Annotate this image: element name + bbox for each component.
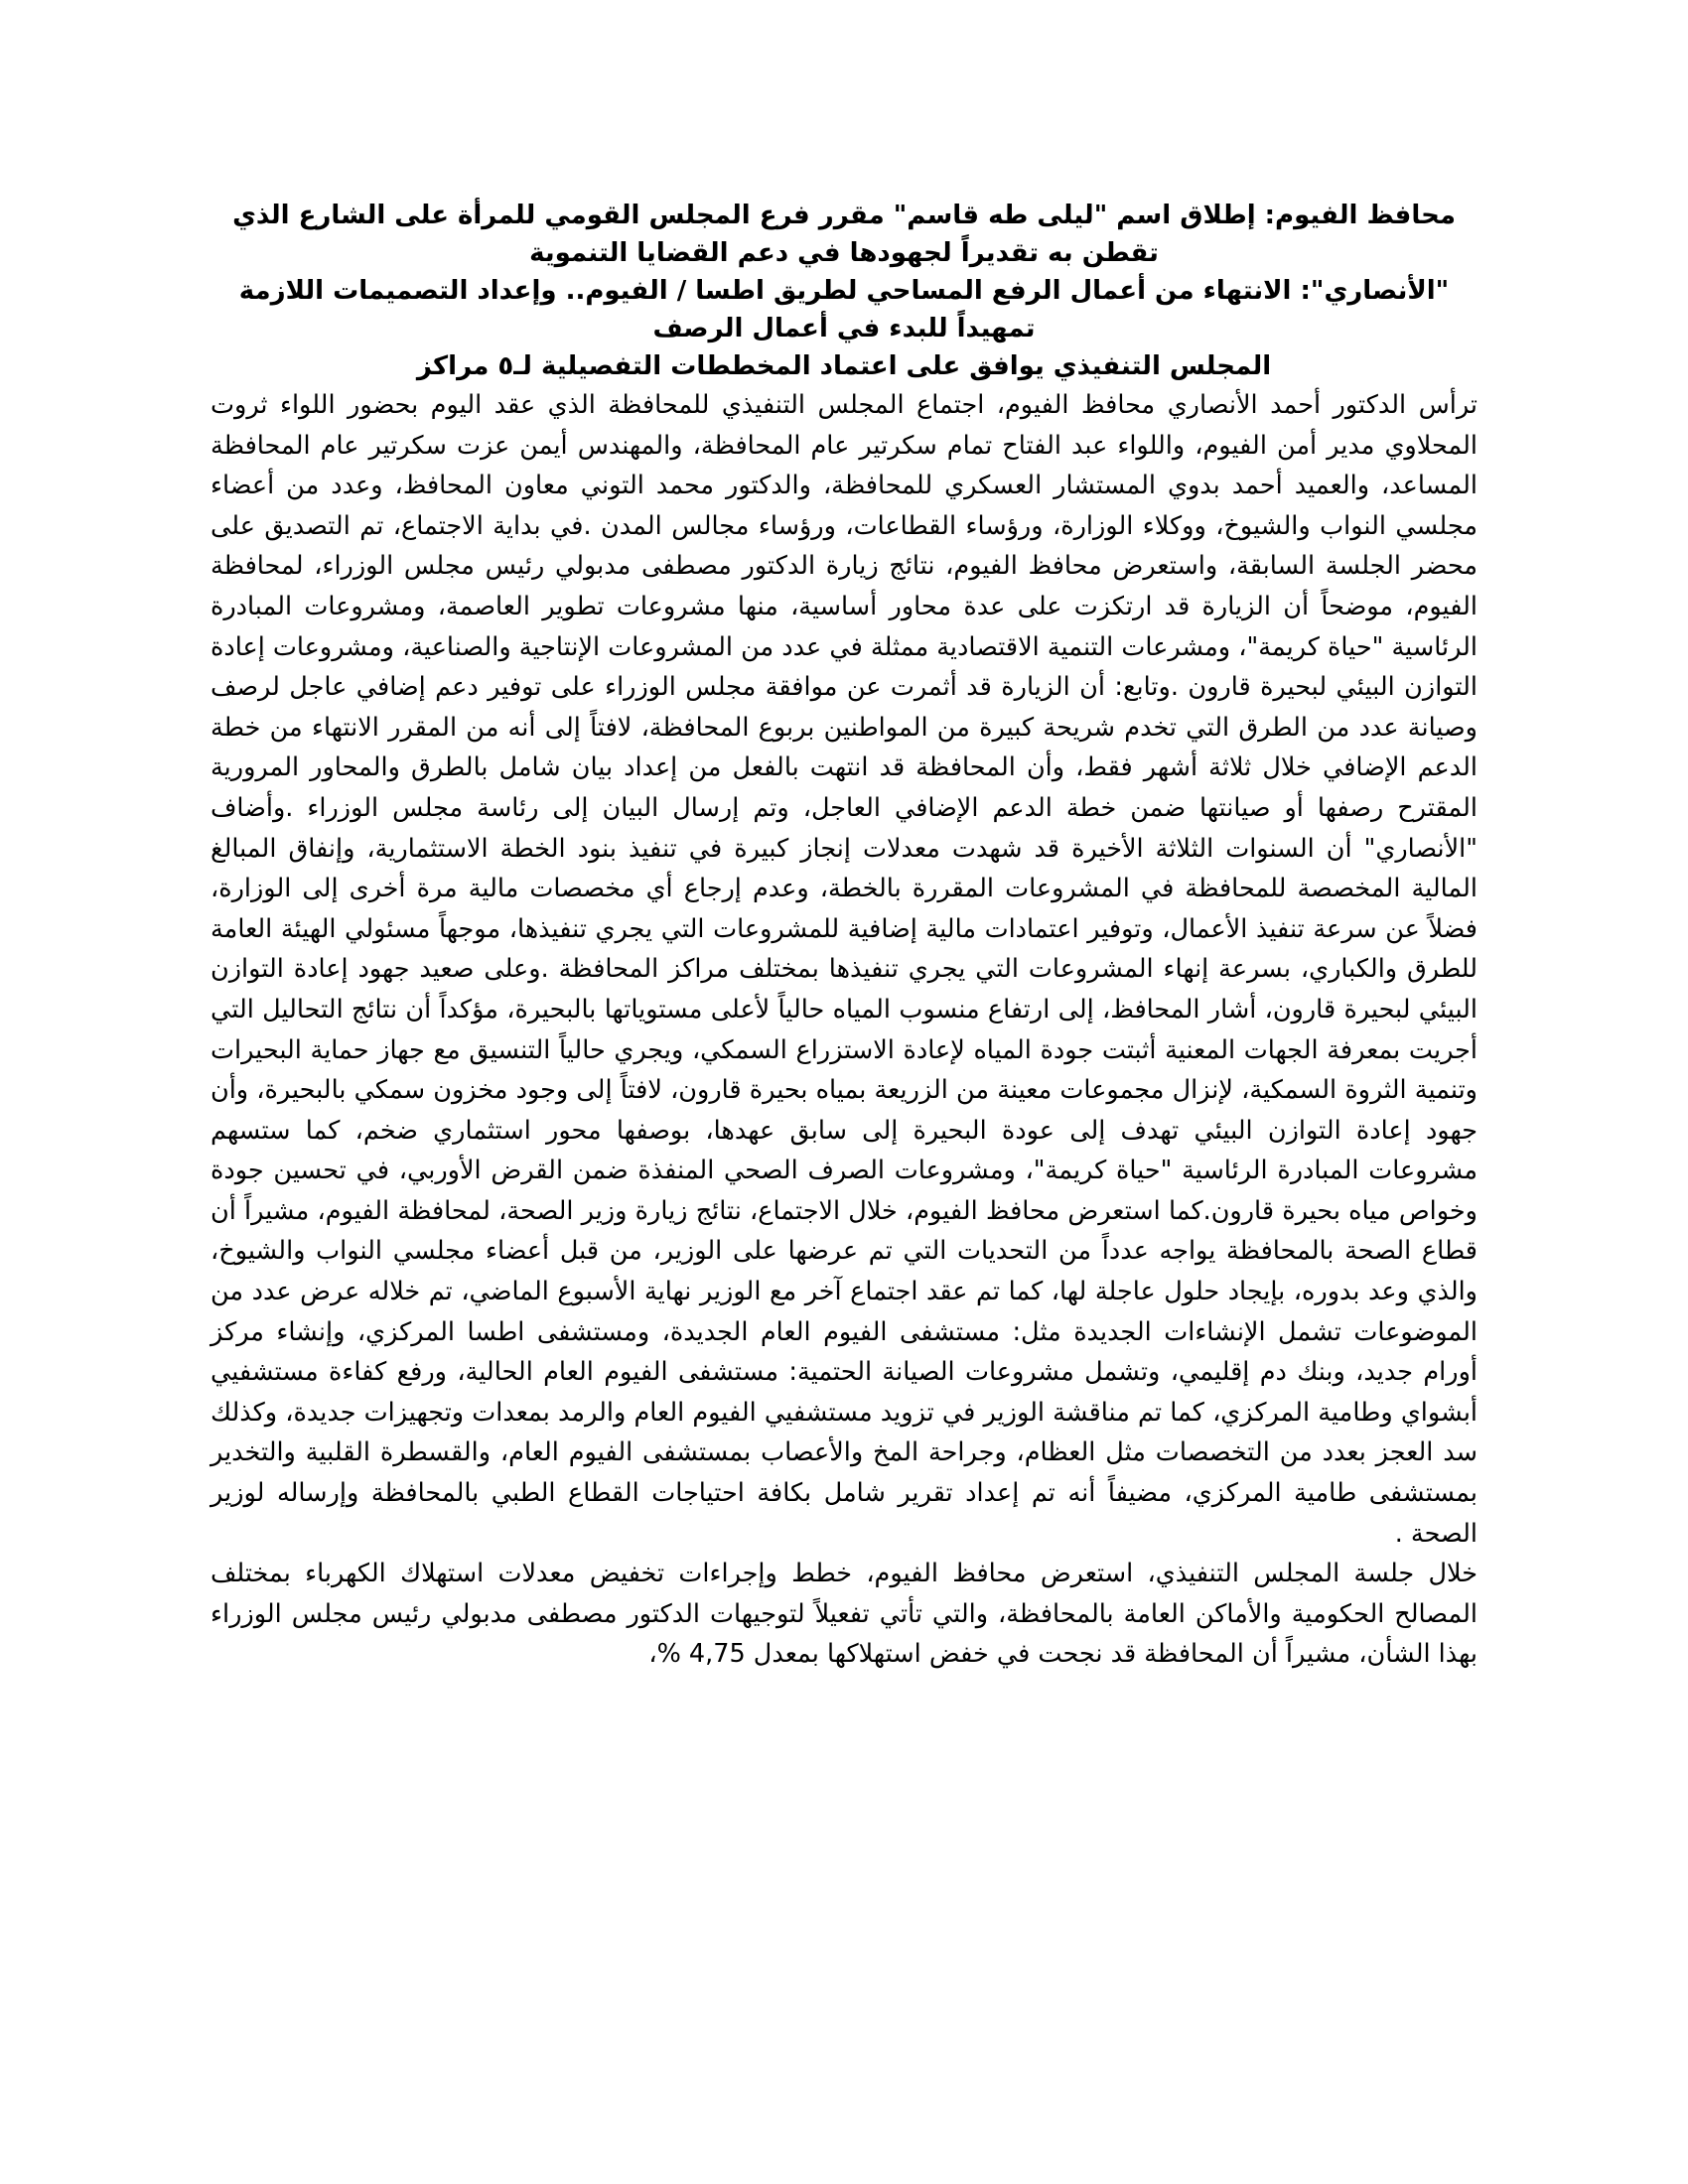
article-paragraph: خلال جلسة المجلس التنفيذي، استعرض محافظ الفيوم، خطط وإجراءات تخفيض معدلات استهلاك الكهرباء بمختلف المصالح الحكومية والأماكن العامة بالمحافظة، والتي تأتي تفعيلاً لتوجيهات الدكتور مصطفى مدبولي رئيس مجلس الوزراء بهذا الشأن، مشيراً أن المحافظة قد نجحت في خفض استهلاكها بمعدل 4,75 %،: [211, 1559, 1477, 1670]
article-body: [211, 385, 1477, 1675]
document-page: [211, 197, 1477, 1675]
headline-tertiary: المجلس التنفيذي يوافق على اعتماد المخططات التفصيلية لـ٥ مراكز: [416, 351, 1272, 381]
headline-secondary: "الأنصاري": الانتهاء من أعمال الرفع المساحي لطريق اطسا / الفيوم.. وإعداد التصميمات اللازمة تمهيداً للبدء في أعمال الرصف: [238, 276, 1450, 343]
headline-primary: محافظ الفيوم: إطلاق اسم "ليلى طه قاسم" مقرر فرع المجلس القومي للمرأة على الشارع الذي تقطن به تقديراً لجهودها في دعم القضايا التنموية: [232, 201, 1456, 268]
article-paragraph: ترأس الدكتور أحمد الأنصاري محافظ الفيوم، اجتماع المجلس التنفيذي للمحافظة الذي عقد اليوم بحضور اللواء ثروت المحلاوي مدير أمن الفيوم، واللواء عبد الفتاح تمام سكرتير عام المحافظة، والمهندس أيمن عزت سكرتير عام المحافظة المساعد، والعميد أحمد بدوي المستشار العسكري للمحافظة، والدكتور محمد التوني معاون المحافظ، وعدد من أعضاء مجلسي النواب والشيوخ، ووكلاء الوزارة، ورؤساء القطاعات، ورؤساء مجالس المدن .في بداية الاجتماع، تم التصديق على محضر الجلسة السابقة، واستعرض محافظ الفيوم، نتائج زيارة الدكتور مصطفى مدبولي رئيس مجلس الوزراء، لمحافظة الفيوم، موضحاً أن الزيارة قد ارتكزت على عدة محاور أساسية، منها مشروعات تطوير العاصمة، ومشروعات المبادرة الرئاسية "حياة كريمة"، ومشرعات التنمية الاقتصادية ممثلة في عدد من المشروعات الإنتاجية والصناعية، ومشروعات إعادة التوازن البيئي لبحيرة قارون .وتابع: أن الزيارة قد أثمرت عن موافقة مجلس الوزراء على توفير دعم إضافي عاجل لرصف وصيانة عدد من الطرق التي تخدم شريحة كبيرة من المواطنين بربوع المحافظة، لافتاً إلى أنه من المقرر الانتهاء من خطة الدعم الإضافي خلال ثلاثة أشهر فقط، وأن المحافظة قد انتهت بالفعل من إعداد بيان شامل بالطرق والمحاور المرورية المقترح رصفها أو صيانتها ضمن خطة الدعم الإضافي العاجل، وتم إرسال البيان إلى رئاسة مجلس الوزراء .وأضاف "الأنصاري" أن السنوات الثلاثة الأخيرة قد شهدت معدلات إنجاز كبيرة في تنفيذ بنود الخطة الاستثمارية، وإنفاق المبالغ المالية المخصصة للمحافظة في المشروعات المقررة بالخطة، وعدم إرجاع أي مخصصات مالية مرة أخرى إلى الوزارة، فضلاً عن سرعة تنفيذ الأعمال، وتوفير اعتمادات مالية إضافية للمشروعات التي يجري تنفيذها، موجهاً مسئولي الهيئة العامة للطرق والكباري، بسرعة إنهاء المشروعات التي يجري تنفيذها بمختلف مراكز المحافظة .وعلى صعيد جهود إعادة التوازن البيئي لبحيرة قارون، أشار المحافظ، إلى ارتفاع منسوب المياه حالياً لأعلى مستوياتها بالبحيرة، مؤكداً أن نتائج التحاليل التي أجريت بمعرفة الجهات المعنية أثبتت جودة المياه لإعادة الاستزراع السمكي، ويجري حالياً التنسيق مع جهاز حماية البحيرات وتنمية الثروة السمكية، لإنزال مجموعات معينة من الزريعة بمياه بحيرة قارون، لافتاً إلى وجود مخزون سمكي بالبحيرة، وأن جهود إعادة التوازن البيئي تهدف إلى عودة البحيرة إلى سابق عهدها، بوصفها محور استثماري ضخم، كما ستسهم مشروعات المبادرة الرئاسية "حياة كريمة"، ومشروعات الصرف الصحي المنفذة ضمن القرض الأوربي، في تحسين جودة وخواص مياه بحيرة قارون.كما استعرض محافظ الفيوم، خلال الاجتماع، نتائج زيارة وزير الصحة، لمحافظة الفيوم، مشيراً أن قطاع الصحة بالمحافظة يواجه عدداً من التحديات التي تم عرضها على الوزير، من قبل أعضاء مجلسي النواب والشيوخ، والذي وعد بدوره، بإيجاد حلول عاجلة لها، كما تم عقد اجتماع آخر مع الوزير نهاية الأسبوع الماضي، تم خلاله عرض عدد من الموضوعات تشمل الإنشاءات الجديدة مثل: مستشفى الفيوم العام الجديدة، ومستشفى اطسا المركزي، وإنشاء مركز أورام جديد، وبنك دم إقليمي، وتشمل مشروعات الصيانة الحتمية: مستشفى الفيوم العام الحالية، ورفع كفاءة مستشفيي أبشواي وطامية المركزي، كما تم مناقشة الوزير في تزويد مستشفيي الفيوم العام والرمد بمعدات وتجهيزات جديدة، وكذلك سد العجز بعدد من التخصصات مثل العظام، وجراحة المخ والأعصاب بمستشفى الفيوم العام، والقسطرة القلبية والتخدير بمستشفى طامية المركزي، مضيفاً أنه تم إعداد تقرير شامل بكافة احتياجات القطاع الطبي بالمحافظة وإرساله لوزير الصحة .: [211, 390, 1477, 1549]
